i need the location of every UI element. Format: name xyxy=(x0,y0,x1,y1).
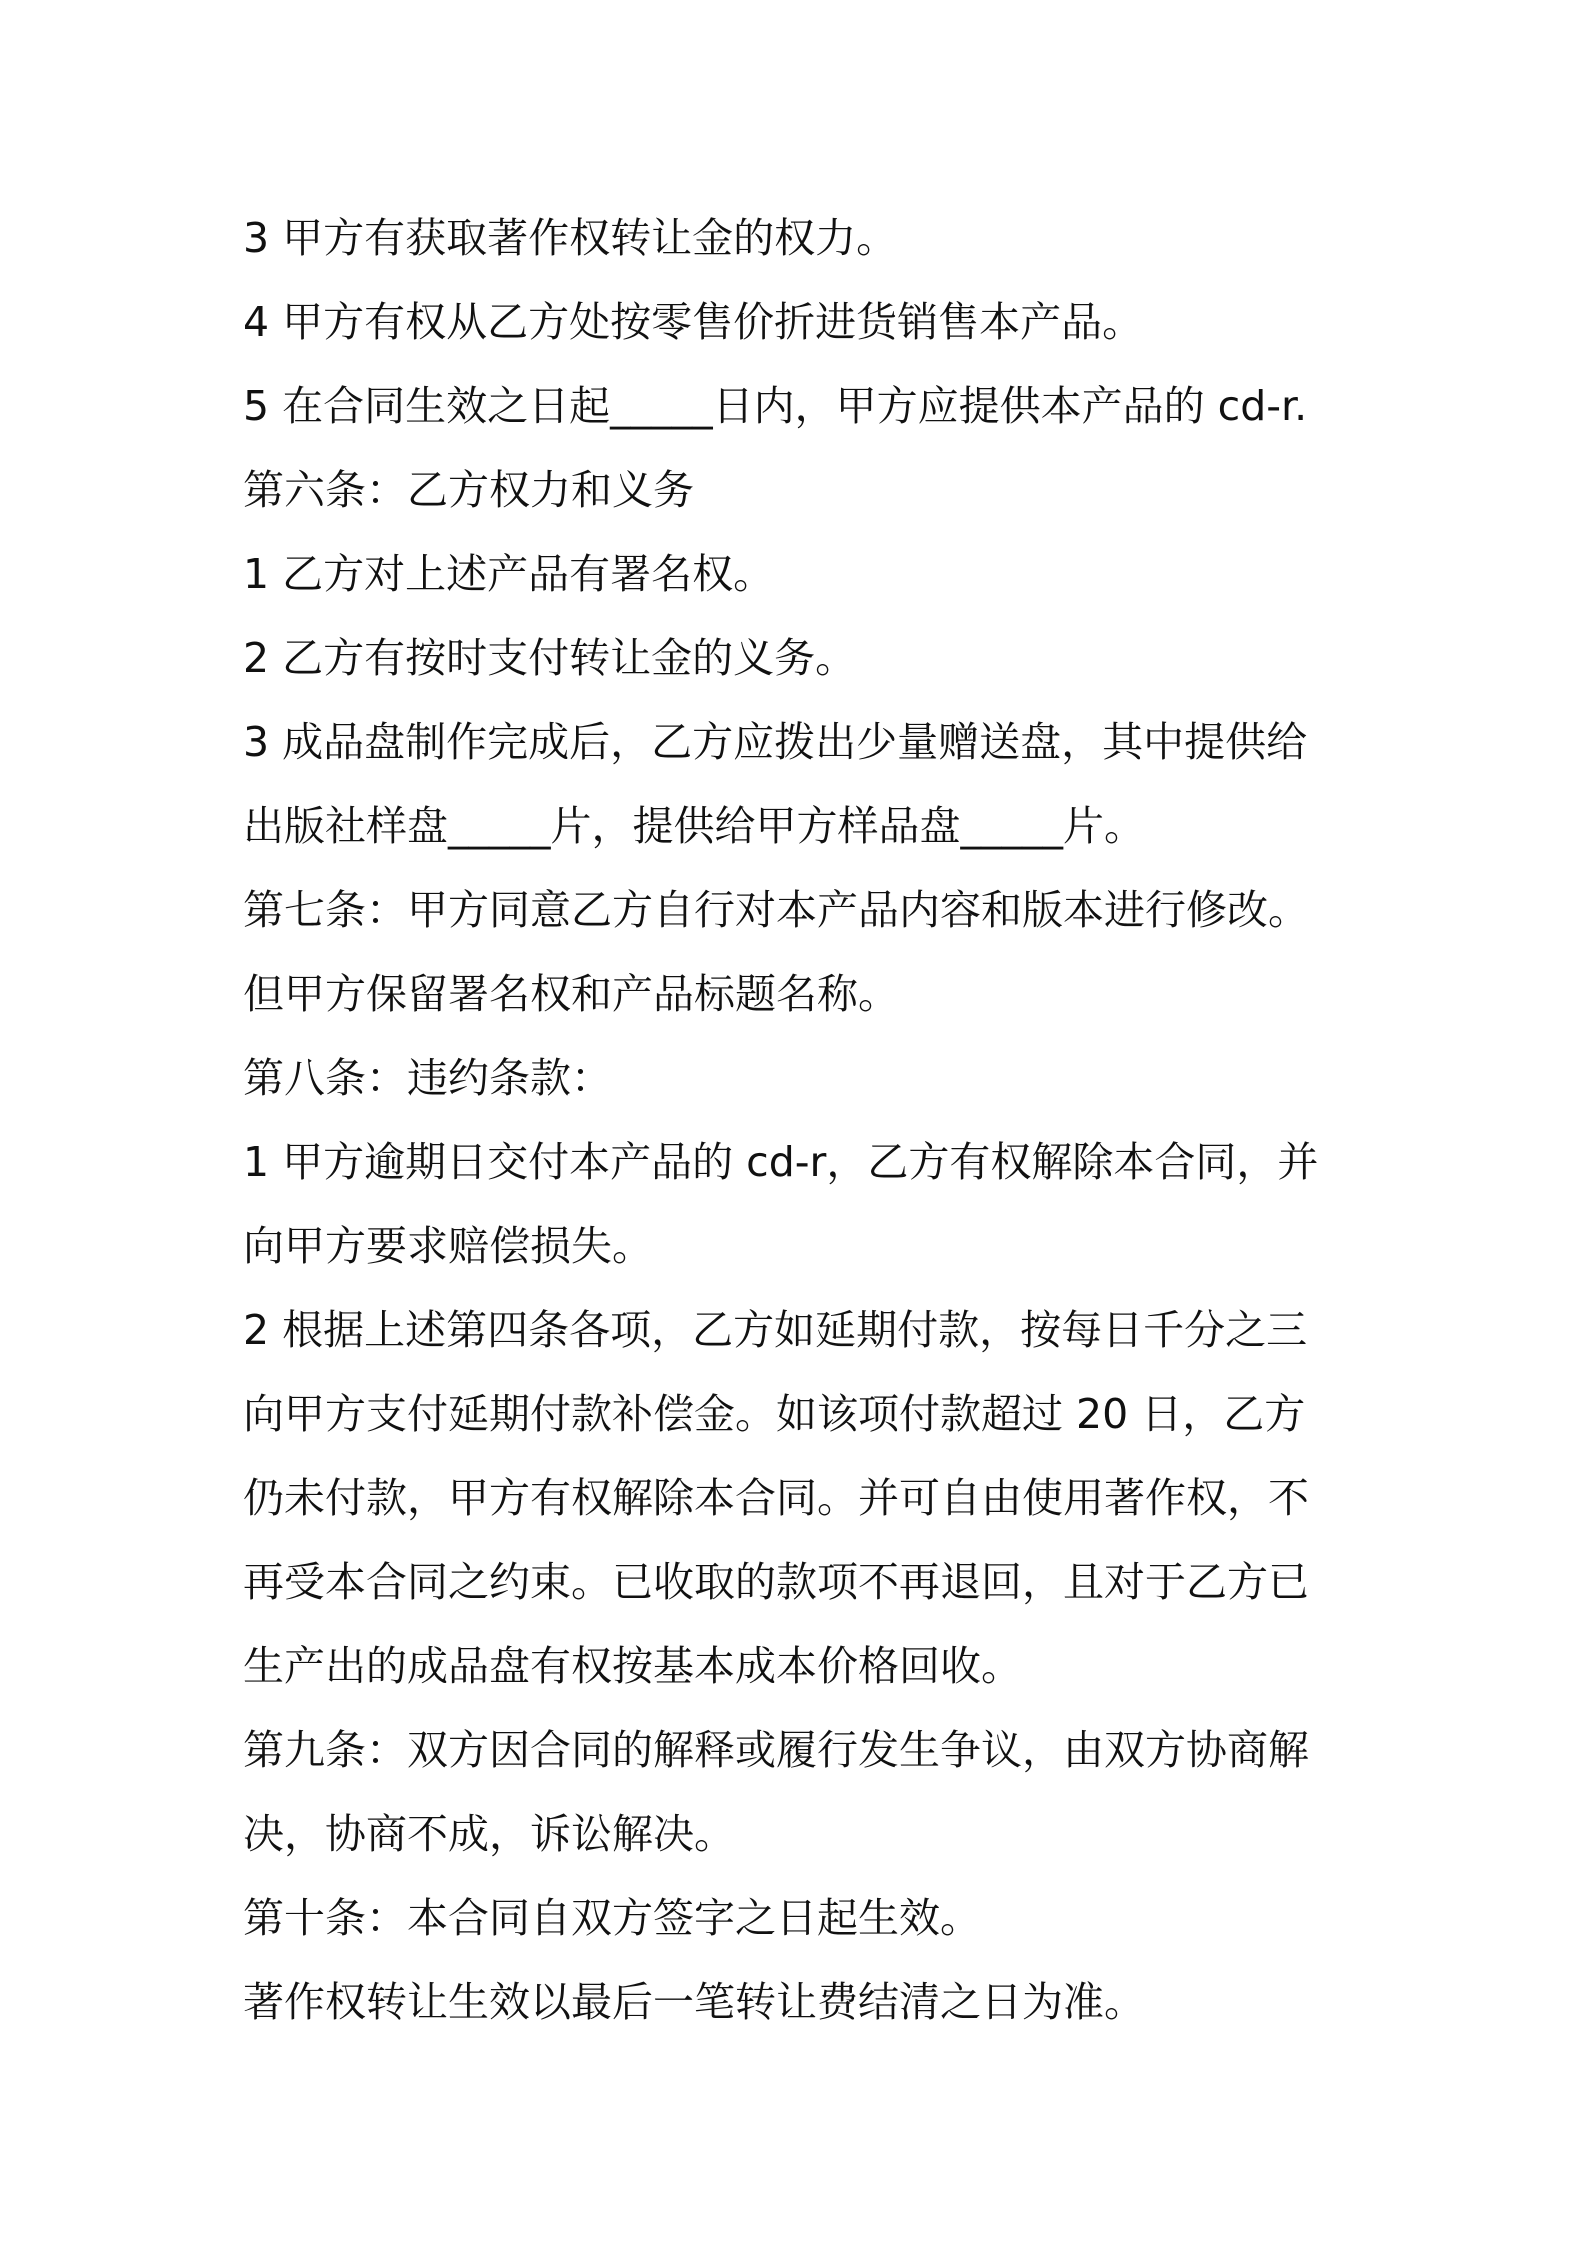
clause-line: 但甲方保留署名权和产品标题名称。 xyxy=(243,970,899,1018)
clause-line: 向甲方支付延期付款补偿金。如该项付款超过 20 日，乙方 xyxy=(243,1390,1306,1438)
article-heading: 第七条：甲方同意乙方自行对本产品内容和版本进行修改。 xyxy=(243,886,1309,934)
clause-line: 2 根据上述第四条各项，乙方如延期付款，按每日千分之三 xyxy=(243,1306,1308,1354)
clause-line: 1 乙方对上述产品有署名权。 xyxy=(243,550,775,598)
clause-line: 4 甲方有权从乙方处按零售价折进货销售本产品。 xyxy=(243,298,1144,346)
clause-line: 出版社样盘_____片，提供给甲方样品盘_____片。 xyxy=(243,802,1145,850)
clause-line: 决，协商不成，诉讼解决。 xyxy=(243,1810,735,1858)
article-heading: 第八条：违约条款： xyxy=(243,1054,612,1102)
clause-line: 仍未付款，甲方有权解除本合同。并可自由使用著作权，不 xyxy=(243,1474,1309,1522)
article-heading: 第十条：本合同自双方签字之日起生效。 xyxy=(243,1894,981,1942)
clause-line: 再受本合同之约束。已收取的款项不再退回，且对于乙方已 xyxy=(243,1558,1309,1606)
clause-line: 著作权转让生效以最后一笔转让费结清之日为准。 xyxy=(243,1978,1145,2026)
clause-line: 3 成品盘制作完成后，乙方应拨出少量赠送盘，其中提供给 xyxy=(243,718,1308,766)
contract-text xyxy=(243,196,1363,2044)
clause-line: 生产出的成品盘有权按基本成本价格回收。 xyxy=(243,1642,1022,1690)
clause-line: 3 甲方有获取著作权转让金的权力。 xyxy=(243,214,898,262)
clause-line: 1 甲方逾期日交付本产品的 cd-r，乙方有权解除本合同，并 xyxy=(243,1138,1319,1186)
clause-line: 2 乙方有按时支付转让金的义务。 xyxy=(243,634,857,682)
clause-line: 向甲方要求赔偿损失。 xyxy=(243,1222,653,1270)
clause-line: 5 在合同生效之日起_____日内，甲方应提供本产品的 cd-r. xyxy=(243,382,1308,430)
article-heading: 第六条：乙方权力和义务 xyxy=(243,466,694,514)
article-heading: 第九条：双方因合同的解释或履行发生争议，由双方协商解 xyxy=(243,1726,1309,1774)
